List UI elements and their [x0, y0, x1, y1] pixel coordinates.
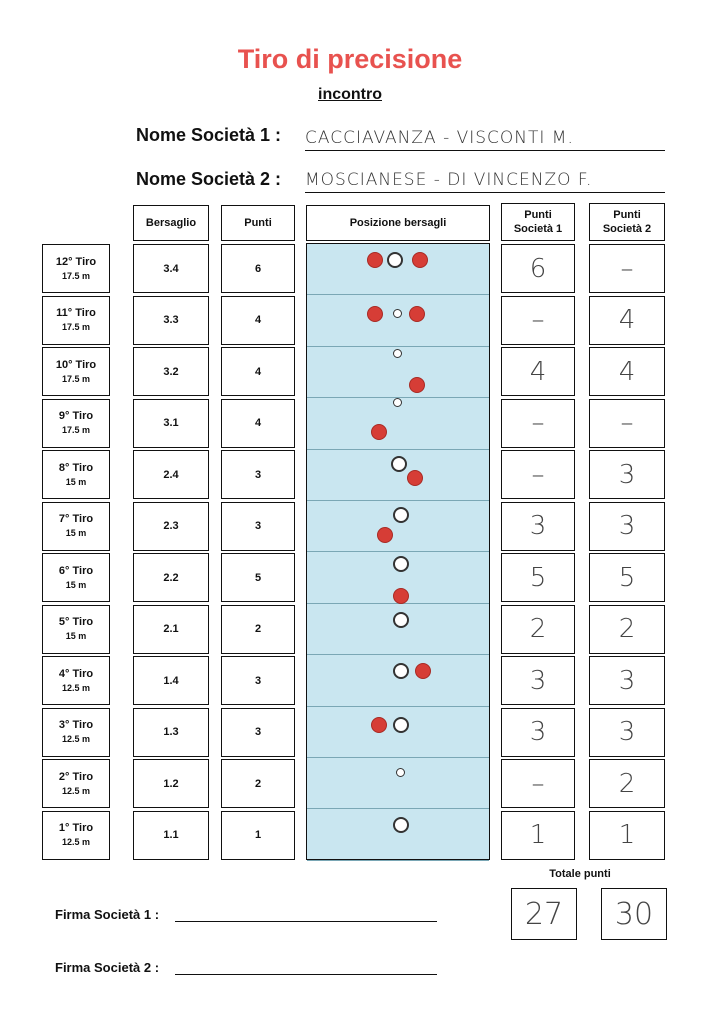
header-punti-societa1: Punti Società 1 — [501, 203, 575, 241]
page-subtitle: incontro — [318, 86, 382, 103]
bersaglio-cell: 2.3 — [133, 502, 209, 551]
tiro-distance: 15 m — [65, 528, 87, 538]
tiro-distance: 17.5 m — [61, 373, 91, 384]
tiro-distance: 15 m — [65, 476, 87, 487]
bersaglio-cell: 2.1 — [133, 605, 209, 654]
punti-societa2-cell[interactable]: 3 — [589, 450, 665, 499]
punti-societa1-cell[interactable]: – — [501, 759, 575, 808]
target-circle-icon — [393, 349, 402, 358]
target-circle-icon — [393, 556, 409, 572]
target-lane — [307, 398, 489, 449]
tiro-distance: 17.5 m — [61, 425, 91, 435]
tiro-distance: 12.5 m — [61, 837, 91, 847]
punti-societa2-cell[interactable]: 2 — [589, 605, 665, 654]
tiro-number: 6° Tiro — [58, 564, 94, 577]
tiro-label-cell — [42, 708, 110, 757]
punti-societa1-cell[interactable]: – — [501, 296, 575, 345]
tiro-label-cell — [42, 811, 110, 860]
punti-societa1-cell[interactable]: – — [501, 450, 575, 499]
tiro-label-cell — [42, 347, 110, 396]
tiro-label-cell — [42, 553, 110, 602]
punti-cell: 3 — [221, 708, 295, 757]
red-ball-icon — [367, 306, 383, 322]
red-ball-icon — [393, 588, 409, 604]
target-lane — [307, 244, 489, 295]
tiro-distance: 12.5 m — [61, 785, 91, 796]
tiro-number: 10° Tiro — [55, 358, 97, 371]
team1-name-field[interactable]: CACCIAVANZA - VISCONTI M. — [305, 128, 665, 151]
punti-societa1-cell[interactable]: 5 — [501, 553, 575, 602]
punti-cell: 4 — [221, 296, 295, 345]
tiro-label-cell — [42, 502, 110, 551]
tiro-number: 7° Tiro — [58, 513, 94, 525]
tiro-number: 2° Tiro — [58, 770, 94, 783]
bersaglio-cell: 1.4 — [133, 656, 209, 705]
bersaglio-cell: 1.1 — [133, 811, 209, 860]
signature1-line[interactable] — [175, 920, 437, 922]
team1-label: Nome Società 1 : — [136, 125, 282, 145]
red-ball-icon — [409, 306, 425, 322]
target-circle-icon — [393, 309, 402, 318]
target-lane — [307, 295, 489, 346]
total-societa2[interactable]: 30 — [601, 888, 667, 940]
punti-societa2-cell[interactable]: 1 — [589, 811, 665, 860]
red-ball-icon — [371, 717, 387, 733]
bersaglio-cell: 3.4 — [133, 244, 209, 293]
red-ball-icon — [377, 527, 393, 543]
tiro-number: 8° Tiro — [58, 461, 94, 474]
target-circle-icon — [393, 507, 409, 523]
tiro-number: 11° Tiro — [56, 307, 96, 319]
tiro-distance: 17.5 m — [61, 322, 91, 332]
target-circle-icon — [393, 817, 409, 833]
punti-societa1-cell[interactable]: – — [501, 399, 575, 448]
punti-societa1-cell[interactable]: 3 — [501, 502, 575, 551]
punti-societa2-cell[interactable]: 4 — [589, 347, 665, 396]
target-circle-icon — [393, 663, 409, 679]
red-ball-icon — [367, 252, 383, 268]
tiro-label-cell — [42, 399, 110, 448]
tiro-number: 12° Tiro — [55, 255, 97, 268]
punti-cell: 3 — [221, 656, 295, 705]
bersaglio-cell: 3.2 — [133, 347, 209, 396]
tiro-label-cell — [42, 244, 110, 293]
target-lane — [307, 552, 489, 603]
tiro-label-cell — [42, 605, 110, 654]
target-circle-icon — [393, 398, 402, 407]
target-lane — [307, 604, 489, 655]
punti-societa1-cell[interactable]: 1 — [501, 811, 575, 860]
tiro-number: 4° Tiro — [58, 667, 94, 680]
header-bersaglio: Bersaglio — [133, 205, 209, 241]
target-circle-icon — [393, 717, 409, 733]
tiro-number: 9° Tiro — [58, 410, 94, 422]
tiro-number: 1° Tiro — [58, 822, 94, 834]
bersaglio-cell: 1.3 — [133, 708, 209, 757]
target-circle-icon — [396, 768, 405, 777]
tiro-distance: 12.5 m — [61, 682, 91, 693]
target-lane — [307, 809, 489, 860]
punti-cell: 4 — [221, 399, 295, 448]
red-ball-icon — [407, 470, 423, 486]
punti-societa2-cell[interactable]: 4 — [589, 296, 665, 345]
red-ball-icon — [412, 252, 428, 268]
bersaglio-cell: 2.4 — [133, 450, 209, 499]
signature2-line[interactable] — [175, 973, 437, 975]
tiro-distance: 15 m — [65, 579, 87, 590]
punti-societa1-cell[interactable]: 3 — [501, 656, 575, 705]
punti-cell: 5 — [221, 553, 295, 602]
red-ball-icon — [371, 424, 387, 440]
punti-cell: 6 — [221, 244, 295, 293]
team2-label: Nome Società 2 : — [136, 169, 282, 189]
bersaglio-cell: 3.3 — [133, 296, 209, 345]
punti-cell: 3 — [221, 502, 295, 551]
target-lane — [307, 450, 489, 501]
punti-cell: 2 — [221, 605, 295, 654]
page-title: Tiro di precisione — [237, 44, 463, 74]
punti-cell: 4 — [221, 347, 295, 396]
tiro-distance: 15 m — [65, 631, 87, 641]
signature2-label: Firma Società 2 : — [55, 960, 160, 975]
punti-cell: 1 — [221, 811, 295, 860]
header-posizione: Posizione bersagli — [306, 205, 490, 241]
signature1-label: Firma Società 1 : — [55, 907, 160, 922]
target-lane — [307, 707, 489, 758]
header-punti-societa2: Punti Società 2 — [589, 203, 665, 241]
bersaglio-cell: 2.2 — [133, 553, 209, 602]
total-label: Totale punti — [549, 868, 611, 880]
target-lane — [307, 655, 489, 706]
punti-societa2-cell[interactable]: – — [589, 399, 665, 448]
punti-societa2-cell[interactable]: 3 — [589, 708, 665, 757]
target-lane — [307, 347, 489, 398]
punti-societa2-cell[interactable]: – — [589, 244, 665, 293]
red-ball-icon — [409, 377, 425, 393]
punti-societa2-cell[interactable]: 3 — [589, 656, 665, 705]
punti-societa2-cell[interactable]: 2 — [589, 759, 665, 808]
tiro-number: 5° Tiro — [58, 616, 94, 628]
bersaglio-cell: 1.2 — [133, 759, 209, 808]
punti-societa1-cell[interactable]: 4 — [501, 347, 575, 396]
punti-cell: 3 — [221, 450, 295, 499]
tiro-distance: 17.5 m — [61, 270, 91, 281]
target-circle-icon — [393, 612, 409, 628]
red-ball-icon — [415, 663, 431, 679]
target-lane — [307, 758, 489, 809]
punti-societa1-cell[interactable]: 2 — [501, 605, 575, 654]
team2-name-field[interactable]: MOSCIANESE - DI VINCENZO F. — [305, 170, 665, 193]
punti-societa2-cell[interactable]: 5 — [589, 553, 665, 602]
target-circle-icon — [387, 252, 403, 268]
tiro-label-cell — [42, 296, 110, 345]
total-societa1[interactable]: 27 — [511, 888, 577, 940]
target-lane — [307, 501, 489, 552]
tiro-label-cell — [42, 759, 110, 808]
tiro-distance: 12.5 m — [61, 734, 91, 744]
punti-cell: 2 — [221, 759, 295, 808]
punti-societa1-cell[interactable]: 6 — [501, 244, 575, 293]
tiro-label-cell — [42, 450, 110, 499]
target-positions-panel — [306, 243, 490, 860]
target-circle-icon — [391, 456, 407, 472]
tiro-number: 3° Tiro — [58, 719, 94, 731]
punti-societa2-cell[interactable]: 3 — [589, 502, 665, 551]
header-punti: Punti — [221, 205, 295, 241]
tiro-label-cell — [42, 656, 110, 705]
punti-societa1-cell[interactable]: 3 — [501, 708, 575, 757]
bersaglio-cell: 3.1 — [133, 399, 209, 448]
